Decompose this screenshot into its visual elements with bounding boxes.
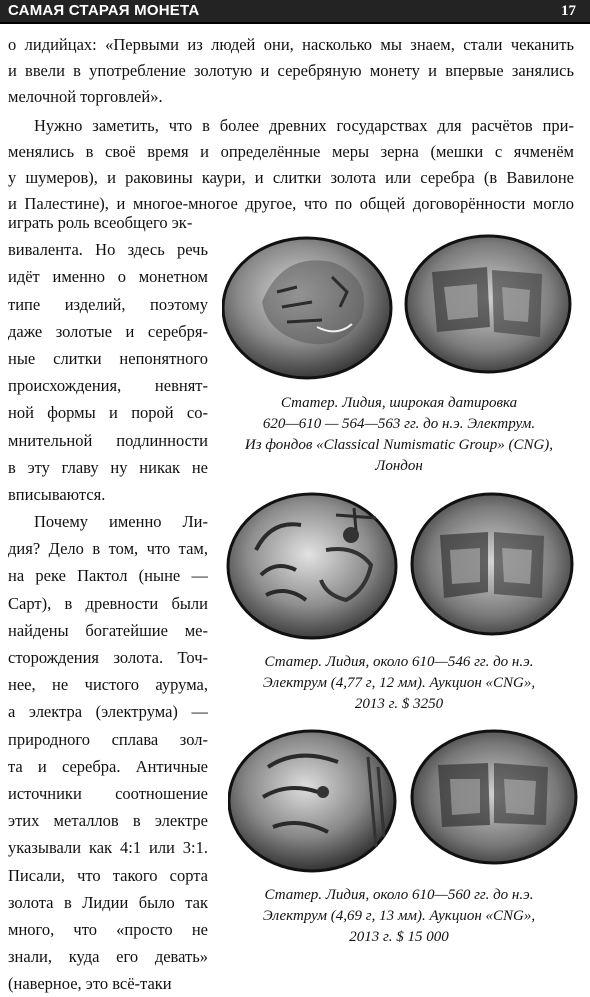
text-line: мнительной подлинности [8,430,208,450]
running-header-title: САМАЯ СТАРАЯ МОНЕТА [8,2,200,19]
coin-reverse-3 [412,731,576,863]
text-line: Почему именно Ли- [34,512,208,532]
caption-line: Лондон [375,458,423,474]
text-line: в эту главу ну никак не [8,457,208,477]
text-line: менялись в своё время и определённые меры зерна (мешки с ячменём [8,142,574,161]
text-line: типе изделий, поэтому [8,294,208,314]
caption-line: Статер. Лидия, около 610—546 гг. до н.э. [264,654,534,670]
text-line: дия? Дело в том, что там, [8,539,208,559]
text-line: на реке Пактол (ныне — [8,566,208,586]
caption-line: Из фондов «Classical Numismatic Group» (CNG), [244,437,554,453]
caption-line: Электрум (4,69 г, 13 мм). Аукцион «CNG», [262,908,536,924]
text-line: и ввели в употребление золотую и серебряную монету и впервые занялись [8,61,574,80]
text-line: Писали, что такого сорта [8,865,208,885]
text-line: о лидийцах: «Первыми из людей они, насколько мы знаем, стали чеканить [8,35,574,54]
text-line: Нужно заметить, что в более древних государствах для расчётов при- [34,116,574,135]
text-line: ной формы и порой со- [8,403,208,423]
coin-obverse-2 [228,494,396,638]
caption-line: Статер. Лидия, около 610—560 гг. до н.э. [264,887,534,903]
text-line: природного сплава зол- [8,729,208,749]
text-line: нее, не чистого аурума, [8,675,208,695]
text-line: вписываются. [8,484,106,504]
caption-2 [226,652,572,715]
text-line: вивалента. Но здесь речь [8,240,208,260]
caption-line: Статер. Лидия, широкая датировка [280,395,518,411]
text-line: Сарт), в древности были [8,593,208,613]
text-column [8,209,208,997]
text-line: источники соотношение [8,783,208,803]
text-line: играть роль всеобщего эк- [8,213,193,232]
coin-photo-2 [226,490,576,642]
coin-reverse-1 [406,236,570,372]
text-line: мелочной торговлей». [8,87,163,106]
coin-photo-3 [228,727,578,879]
text-line: идёт именно о монетном [8,267,208,287]
caption-line: 2013 г. $ 3250 [354,696,444,712]
caption-1 [226,393,572,477]
running-header [0,0,590,24]
text-line: сторождения золота. Точ- [8,648,208,667]
caption-line: 2013 г. $ 15 000 [349,929,449,945]
paragraph-measures [8,113,574,217]
text-line: и Палестине), и многое-многое другое, что по общей договорённости могло [8,194,574,213]
coin-reverse-2 [412,494,572,634]
text-line: ные слитки непонятного [8,348,208,368]
text-line: а электра (электрума) — [8,702,208,722]
page-number: 17 [561,3,576,19]
text-line: у шумеров), и раковины каури, и слитки золота или серебра (в Вавилоне [8,168,574,187]
text-line: золота в Лидии было так [8,892,208,912]
text-line: (наверное, это всё-таки [8,974,172,994]
text-line: этих металлов в электре [8,811,208,831]
text-line: найдены богатейшие ме- [8,620,208,640]
caption-3 [226,885,572,948]
text-line: указывали как 4:1 или 3:1. [8,838,208,858]
caption-line: 620—610 — 564—563 гг. до н.э. Электрум. [262,416,536,432]
text-line: происхождения, невнят- [8,376,208,396]
coin-photo-1 [222,232,574,382]
coin-obverse-1 [223,238,391,378]
paragraph-intro [8,32,574,110]
text-line: та и серебра. Античные [8,756,208,776]
caption-line: Электрум (4,77 г, 12 мм). Аукцион «CNG», [262,675,536,691]
text-line: знали, куда его девать» [8,947,208,967]
coin-obverse-3 [229,731,395,871]
text-line: даже золотые и серебря- [8,321,208,341]
text-line: много, что «просто не [8,919,208,939]
